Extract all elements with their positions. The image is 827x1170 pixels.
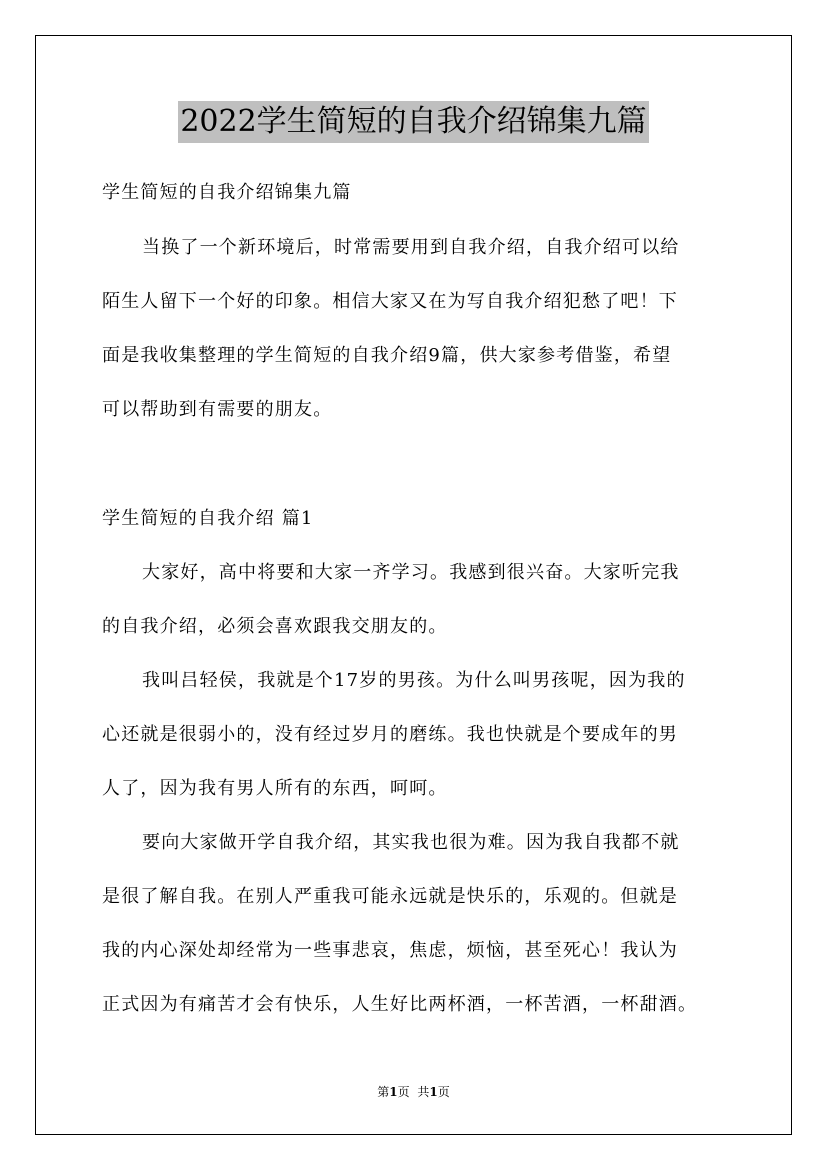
intro-line: 可以帮助到有需要的朋友。 [102, 399, 333, 420]
intro-line: 当换了一个新环境后，时常需要用到自我介绍，自我介绍可以给 [142, 237, 680, 258]
footer-page-prefix: 第 [377, 1085, 390, 1099]
paragraph-line: 要向大家做开学自我介绍，其实我也很为难。因为我自我都不就 [142, 832, 680, 853]
paragraph-line: 我的内心深处却经常为一些事悲哀，焦虑，烦恼，甚至死心！我认为 [102, 940, 678, 961]
footer-total-number: 1 [429, 1085, 438, 1099]
paragraph-line: 的自我介绍，必须会喜欢跟我交朋友的。 [102, 616, 448, 637]
paragraph-line: 大家好，高中将要和大家一齐学习。我感到很兴奋。大家听完我 [142, 562, 680, 583]
paragraph-line: 是很了解自我。在别人严重我可能永远就是快乐的，乐观的。但就是 [102, 886, 678, 907]
document-subtitle: 学生简短的自我介绍锦集九篇 [102, 182, 352, 203]
document-title: 2022学生简短的自我介绍锦集九篇 [178, 101, 648, 143]
footer-total-prefix: 共 [417, 1085, 430, 1099]
section-heading: 学生简短的自我介绍 篇1 [102, 508, 314, 529]
footer-page-suffix: 页 [397, 1085, 410, 1099]
paragraph-line: 正式因为有痛苦才会有快乐，人生好比两杯酒，一杯苦酒，一杯甜酒。 [102, 994, 698, 1015]
intro-line: 面是我收集整理的学生简短的自我介绍9篇，供大家参考借鉴，希望 [102, 345, 672, 366]
paragraph-line: 我叫吕轻侯，我就是个17岁的男孩。为什么叫男孩呢，因为我的 [142, 670, 686, 691]
footer-page-number: 1 [389, 1085, 398, 1099]
paragraph-line: 人了，因为我有男人所有的东西，呵呵。 [102, 778, 448, 799]
footer-total-suffix: 页 [437, 1085, 450, 1099]
title-container [0, 101, 827, 143]
paragraph-line: 心还就是很弱小的，没有经过岁月的磨练。我也快就是个要成年的男 [102, 724, 678, 745]
page-footer [0, 1084, 827, 1100]
intro-line: 陌生人留下一个好的印象。相信大家又在为写自我介绍犯愁了吧！下 [102, 291, 678, 312]
